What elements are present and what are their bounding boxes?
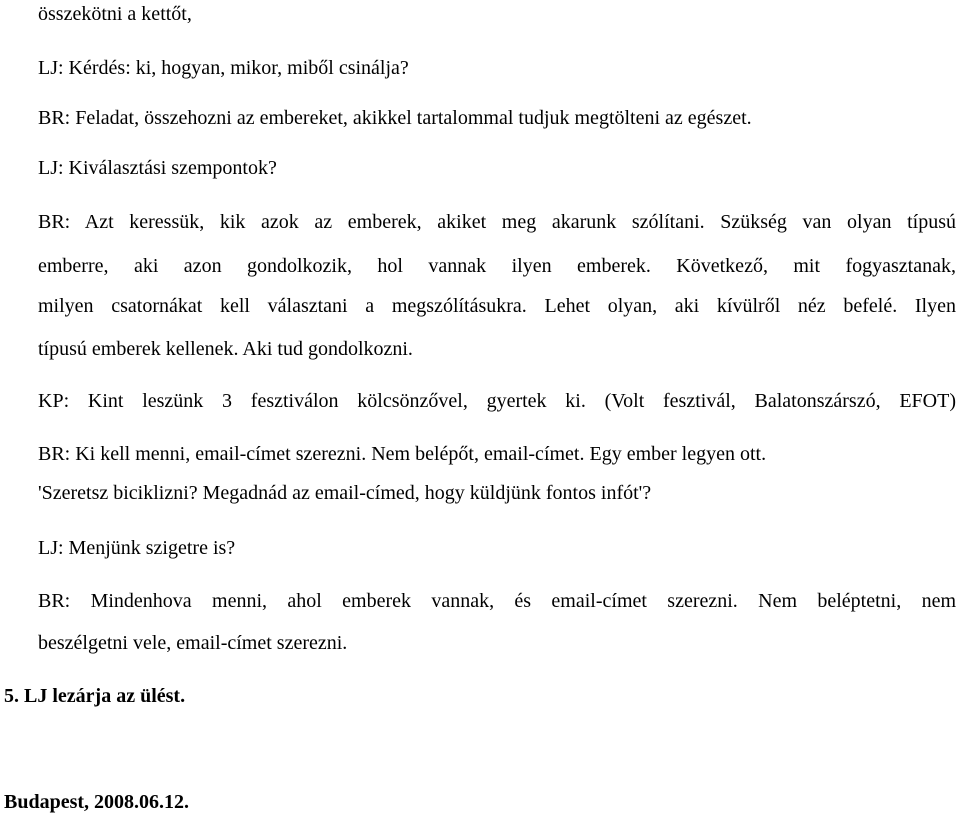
paragraph-line: összekötni a kettőt, [38,3,192,25]
paragraph-line: LJ: Menjünk szigetre is? [38,537,236,559]
paragraph-line: LJ: Kérdés: ki, hogyan, mikor, miből csinálja? [38,57,409,79]
paragraph-line: 'Szeretsz biciklizni? Megadnád az email-címed, hogy küldjünk fontos infót'? [38,482,652,504]
paragraph-line: LJ: Kiválasztási szempontok? [38,157,277,179]
paragraph-line: emberre, aki azon gondolkozik, hol vannak ilyen emberek. Következő, mit fogyasztanak, [38,255,956,277]
paragraph-line: BR: Ki kell menni, email-címet szerezni. Nem belépőt, email-címet. Egy ember legyen ott. [38,443,767,465]
paragraph-line: KP: Kint leszünk 3 fesztiválon kölcsönzővel, gyertek ki. (Volt fesztivál, Balatonszárszó, EFOT) [38,390,956,412]
paragraph-line: BR: Mindenhova menni, ahol emberek vannak, és email-címet szerezni. Nem beléptetni, nem [38,590,956,612]
paragraph-line: típusú emberek kellenek. Aki tud gondolkozni. [38,338,413,360]
agenda-item-heading: 5. LJ lezárja az ülést. [4,685,186,707]
paragraph-line: milyen csatornákat kell választani a megszólításukra. Lehet olyan, aki kívülről néz befelé. Ilyen [38,295,956,317]
paragraph-line: beszélgetni vele, email-címet szerezni. [38,632,348,654]
closing-place-date: Budapest, 2008.06.12. [4,791,190,813]
paragraph-line: BR: Feladat, összehozni az embereket, akikkel tartalommal tudjuk megtölteni az egészet. [38,107,752,129]
paragraph-line: BR: Azt keressük, kik azok az emberek, akiket meg akarunk szólítani. Szükség van olyan típusú [38,211,956,233]
